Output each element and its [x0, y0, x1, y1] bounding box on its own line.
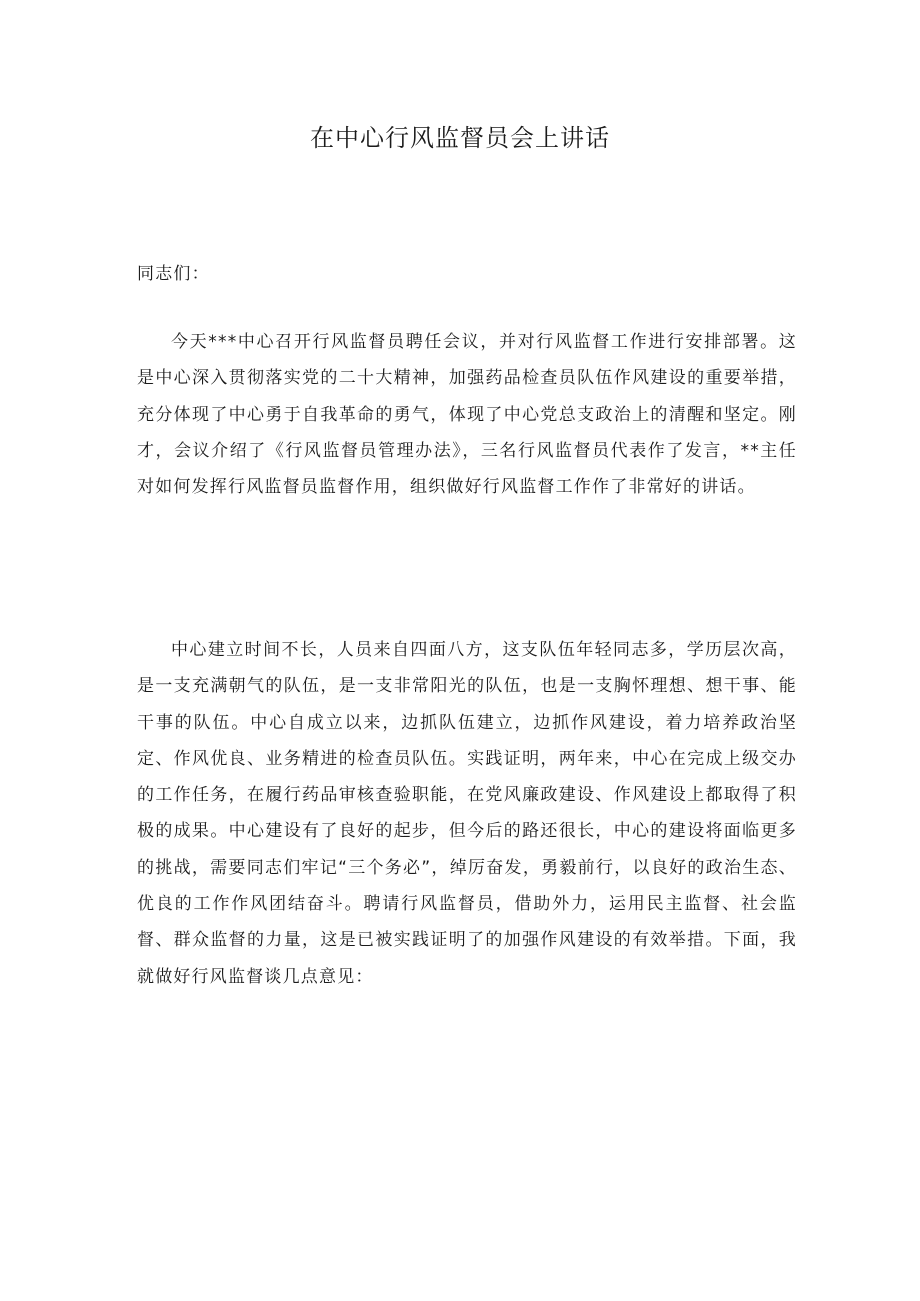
paragraph-1: 今天***中心召开行风监督员聘任会议，并对行风监督工作进行安排部署。这是中心深入贯彻落实党的二十大精神，加强药品检查员队伍作风建设的重要举措，充分体现了中心勇于自我革命的勇气，体现了中心党总支政治上的清醒和坚定。刚才，会议介绍了《行风监督员管理办法》，三名行风监督员代表作了发言，**主任对如何发挥行风监督员监督作用，组织做好行风监督工作作了非常好的讲话。	[137, 332, 797, 498]
document-title: 在中心行风监督员会上讲话	[310, 124, 610, 152]
paragraph-2: 中心建立时间不长，人员来自四面八方，这支队伍年轻同志多，学历层次高，是一支充满朝气的队伍，是一支非常阳光的队伍，也是一支胸怀理想、想干事、能干事的队伍。中心自成立以来，边抓队伍建立，边抓作风建设，着力培养政治坚定、作风优良、业务精进的检查员队伍。实践证明，两年来，中心在完成上级交办的工作任务，在履行药品审核查验职能，在党风廉政建设、作风建设上都取得了积极的成果。中心建设有了良好的起步，但今后的路还很长，中心的建设将面临更多的挑战，需要同志们牢记“三个务必”，绰厉奋发，勇毅前行，以良好的政治生态、优良的工作作风团结奋斗。聘请行风监督员，借助外力，运用民主监督、社会监督、群众监督的力量，这是已被实践证明了的加强作风建设的有效举措。下面，我就做好行风监督谈几点意见：	[137, 640, 797, 987]
salutation: 同志们：	[137, 264, 210, 284]
